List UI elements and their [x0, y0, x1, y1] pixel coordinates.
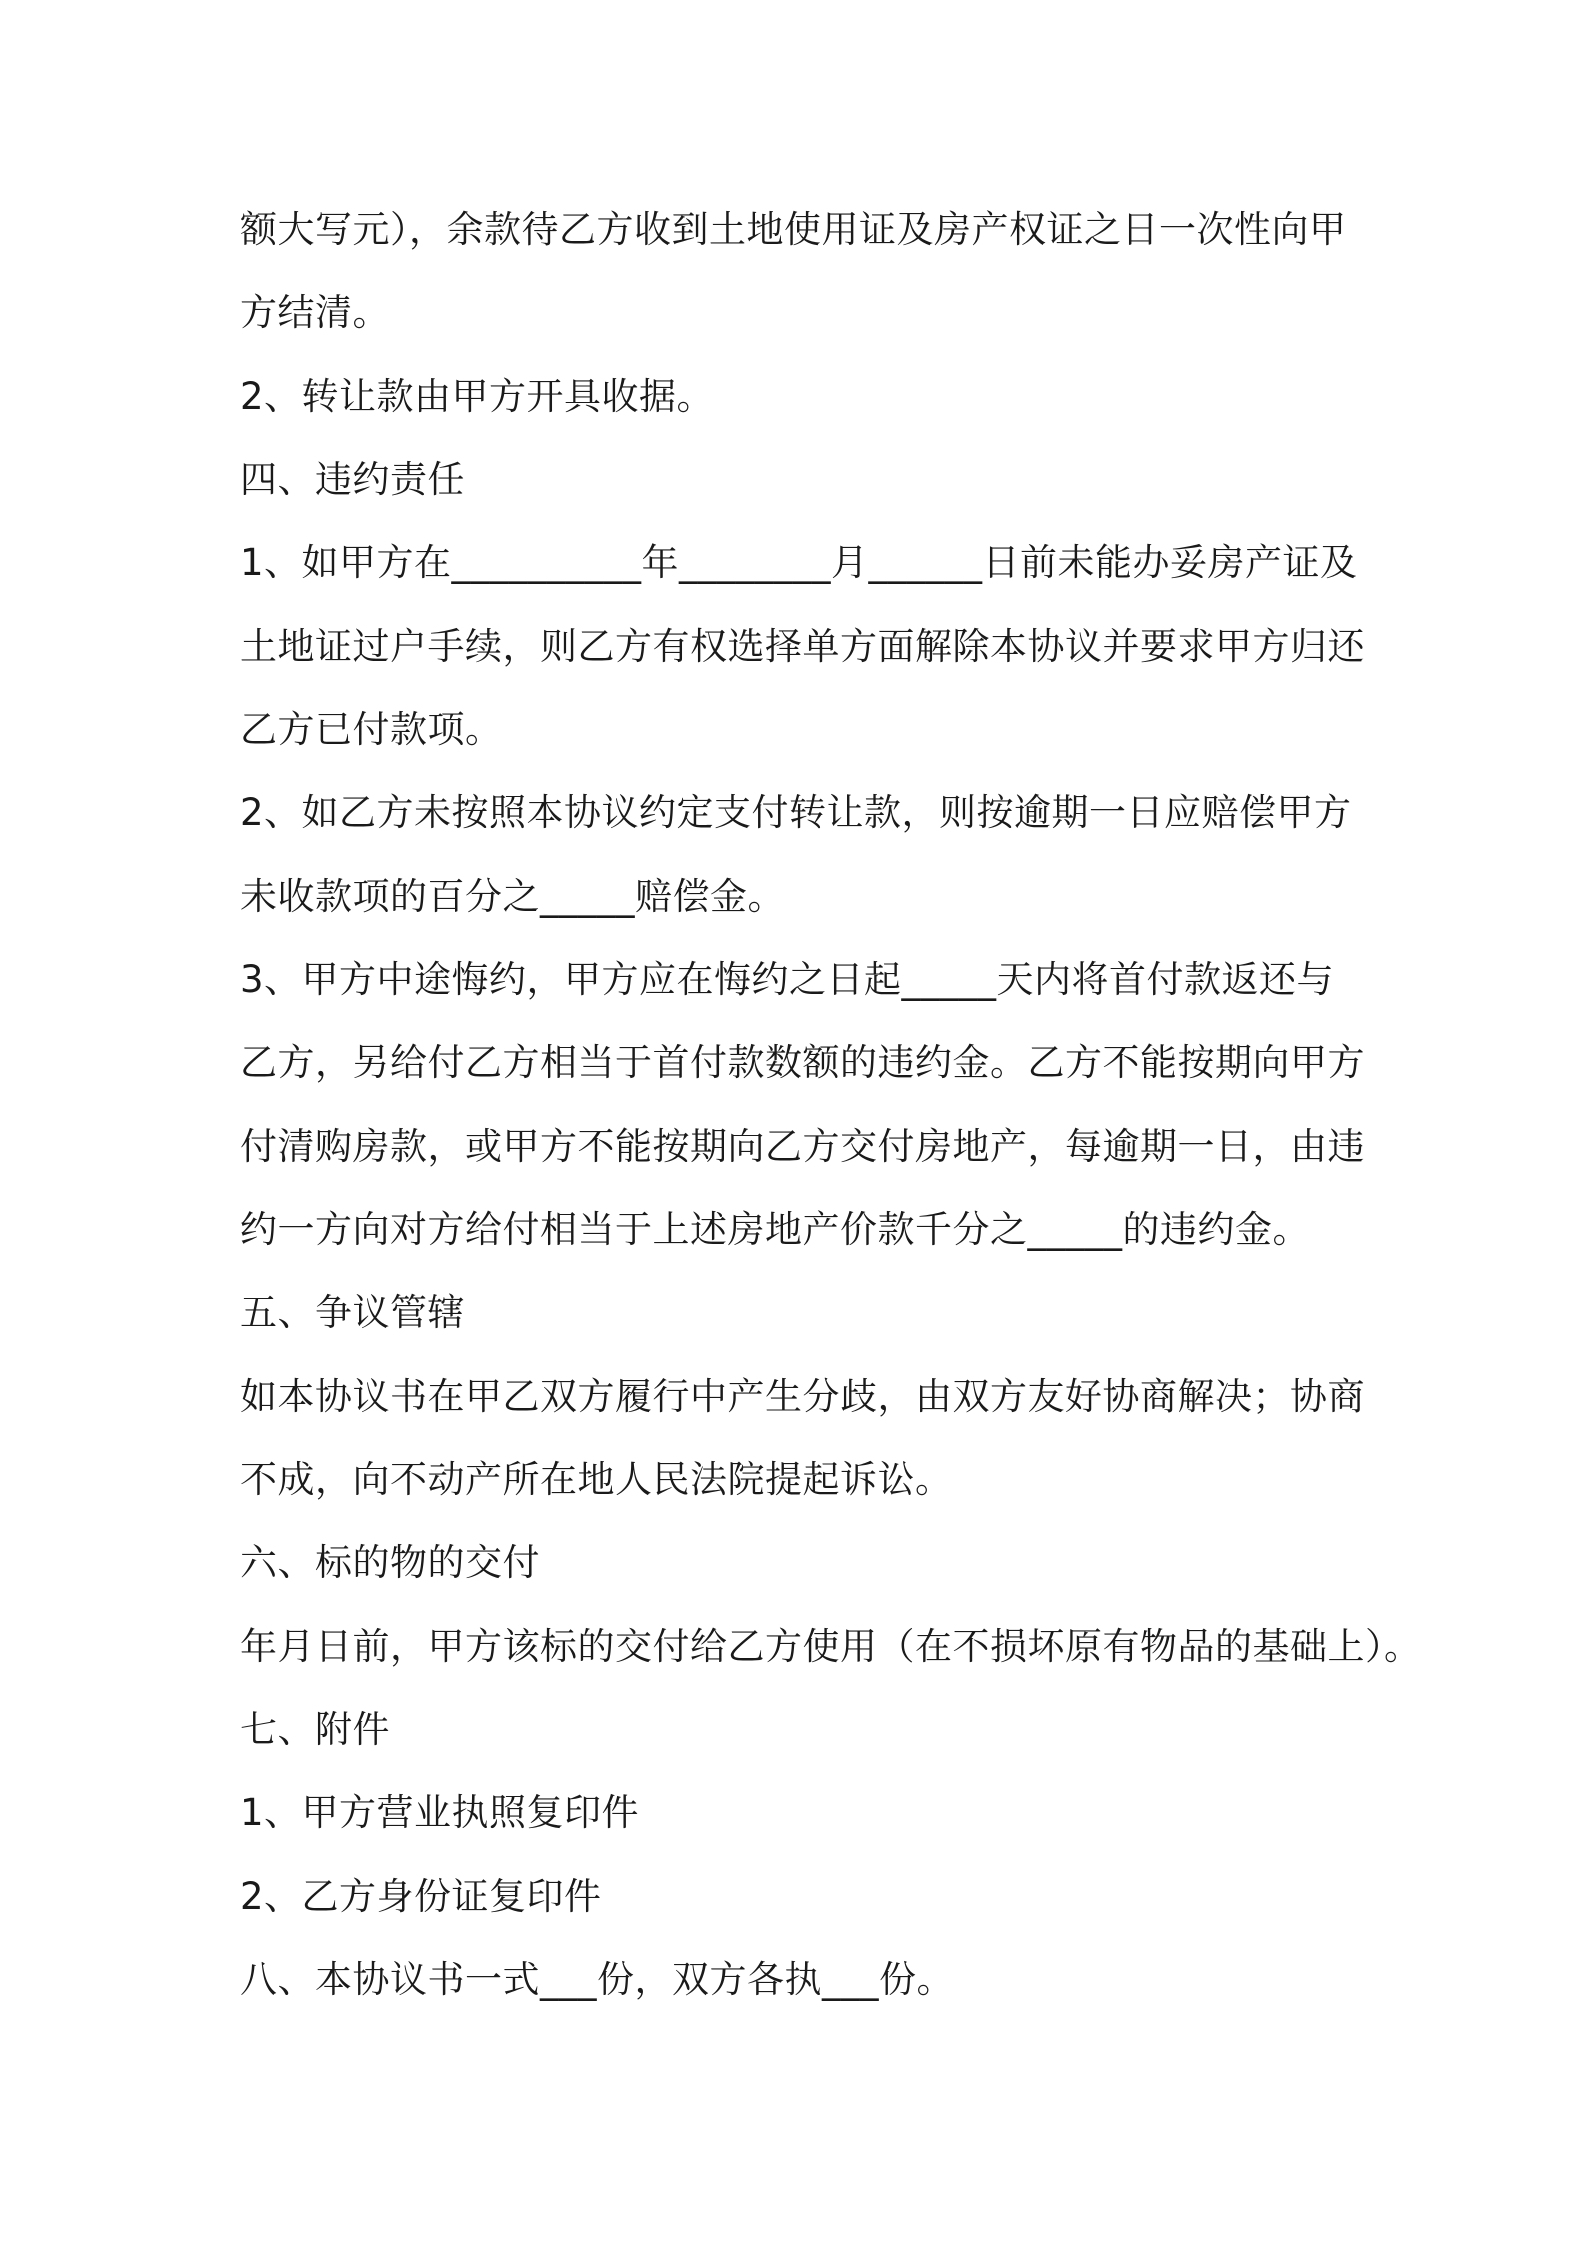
text-line-breach-3a: 3、甲方中途悔约，甲方应在悔约之日起_____天内将首付款返还与: [240, 958, 1335, 1001]
text-line-dispute-b: 不成，向不动产所在地人民法院提起诉讼。: [240, 1458, 953, 1501]
text-line-payment-balance: 额大写元），余款待乙方收到土地使用证及房产权证之日一次性向甲: [240, 208, 1347, 251]
section-heading-breach: 四、违约责任: [240, 458, 465, 501]
text-line-breach-3c: 付清购房款，或甲方不能按期向乙方交付房地产，每逾期一日，由违: [240, 1125, 1365, 1168]
text-line-attachment-1: 1、甲方营业执照复印件: [240, 1791, 640, 1834]
text-line-breach-1c: 乙方已付款项。: [240, 708, 503, 751]
text-line-payment-settle: 方结清。: [240, 291, 390, 334]
text-line-breach-3d: 约一方向对方给付相当于上述房地产价款千分之_____的违约金。: [240, 1208, 1310, 1251]
text-line-breach-2b: 未收款项的百分之_____赔偿金。: [240, 875, 785, 918]
text-line-delivery: 年月日前，甲方该标的交付给乙方使用（在不损坏原有物品的基础上）。: [240, 1625, 1422, 1668]
text-line-breach-2a: 2、如乙方未按照本协议约定支付转让款，则按逾期一日应赔偿甲方: [240, 791, 1352, 834]
text-line-breach-1b: 土地证过户手续，则乙方有权选择单方面解除本协议并要求甲方归还: [240, 625, 1365, 668]
text-line-breach-3b: 乙方，另给付乙方相当于首付款数额的违约金。乙方不能按期向甲方: [240, 1041, 1365, 1084]
text-line-breach-1a: 1、如甲方在__________年________月______日前未能办妥房产证及: [240, 541, 1358, 584]
text-line-attachment-2: 2、乙方身份证复印件: [240, 1875, 602, 1918]
section-heading-delivery: 六、标的物的交付: [240, 1541, 540, 1584]
text-line-copies: 八、本协议书一式___份，双方各执___份。: [240, 1958, 954, 2001]
text-line-receipt: 2、转让款由甲方开具收据。: [240, 375, 715, 418]
text-line-dispute-a: 如本协议书在甲乙双方履行中产生分歧，由双方友好协商解决；协商: [240, 1375, 1365, 1418]
section-heading-dispute: 五、争议管辖: [240, 1291, 465, 1334]
section-heading-attachments: 七、附件: [240, 1708, 390, 1751]
